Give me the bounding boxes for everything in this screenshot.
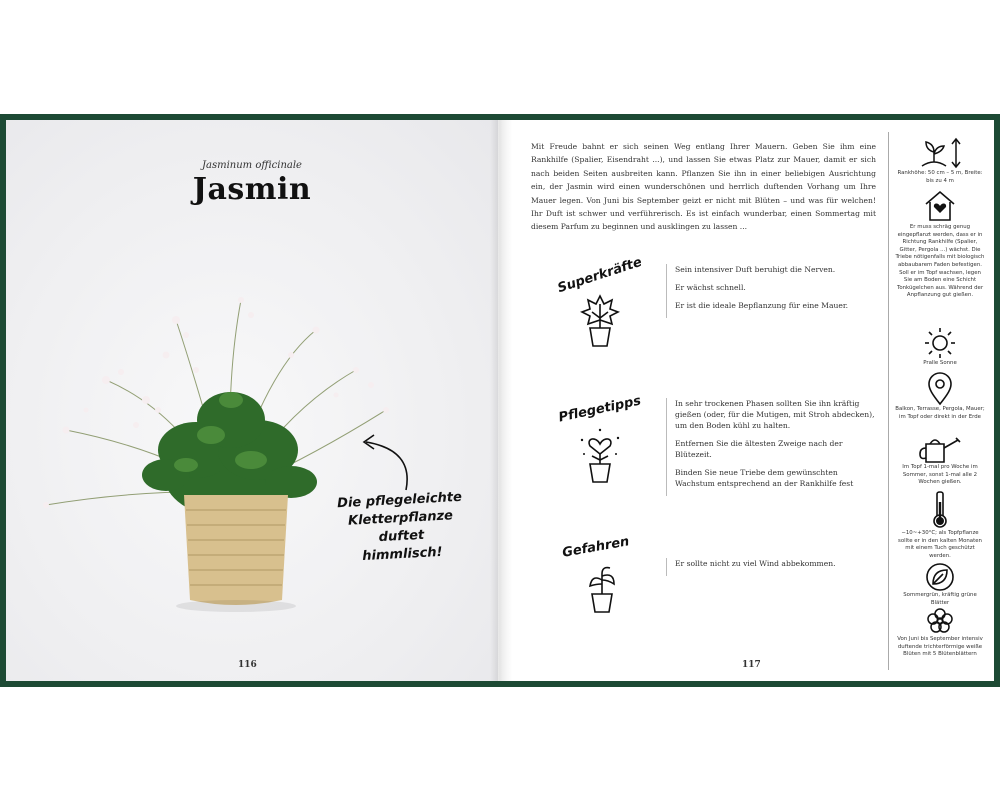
page-number-left: 116 <box>238 660 257 670</box>
left-page <box>6 120 498 681</box>
book-spread <box>0 114 1000 687</box>
watering-can-icon <box>918 434 962 464</box>
page-title: Jasmin <box>192 172 312 207</box>
section-text: Sein intensiver Duft beruhigt die Nerven. Er wächst schnell. Er ist die ideale Bepflanzung für eine Mauer. <box>666 264 876 318</box>
thermometer-icon <box>930 490 950 530</box>
plant-sun-icon <box>578 290 622 350</box>
flower-icon <box>925 606 955 636</box>
section-pflegetipps <box>548 392 878 502</box>
sidebar-item-temperature: −10~+30°C; als Topfpflanze sollte er in den kalten Monaten mit einem Tuch geschützt werden. <box>889 490 991 560</box>
location-pin-icon <box>926 372 954 406</box>
section-text: Er sollte nicht zu viel Wind abbekommen. <box>666 558 876 576</box>
right-page <box>498 120 994 681</box>
section-title: Pflegetipps <box>557 393 643 426</box>
latin-name: Jasminum officinale <box>202 160 302 171</box>
care-sidebar <box>888 132 990 670</box>
leaf-icon <box>925 562 955 592</box>
section-title: Gefahren <box>561 534 631 561</box>
sun-icon <box>923 326 957 360</box>
section-superkraefte <box>548 254 878 360</box>
sidebar-item-foliage: Sommergrün, kräftig grüne Blätter <box>889 562 991 607</box>
sidebar-item-location: Balkon, Terrasse, Pergola, Mauer; im Topf oder direkt in der Erde <box>889 372 991 421</box>
callout-arrow <box>346 420 426 500</box>
wilted-plant-icon <box>580 558 624 614</box>
section-title: Superkräfte <box>555 254 644 297</box>
sidebar-item-watering: Im Topf 1-mal pro Woche im Sommer, sonst 1-mal alle 2 Wochen gießen. <box>889 434 991 487</box>
book-gutter-shadow <box>490 120 512 681</box>
house-heart-icon <box>922 188 958 224</box>
section-gefahren <box>548 528 878 618</box>
callout-text: Die pflegeleichte Kletterpflanze duftet himmlisch! <box>336 489 463 565</box>
sidebar-item-height: Rankhöhe: 50 cm – 5 m, Breite: bis zu 4 m <box>889 136 991 185</box>
page-number-right: 117 <box>742 660 761 670</box>
section-text: In sehr trockenen Phasen sollten Sie ihn kräftig gießen (oder, für die Mutigen, mit Stroh abdecken), um den Boden kühl zu halten. Entfernen Sie die ältesten Zweige nach der Blütezeit. Binden Sie neue Triebe dem gewünschten Wachstum entsprechend an der Rankhilfe fest <box>666 398 876 496</box>
intro-paragraph: Mit Freude bahnt er sich seinen Weg entlang Ihrer Mauern. Geben Sie ihm eine Rankhilfe (Spalier, Eisendraht ...), und lassen Sie etwas Platz zur Mauer, damit er sich nach beiden Seiten ausbreiten kann. Pflanzen Sie ihn in einer beliebigen Ausrichtung ein, der Jasmin wird einen wunderschönen und herrlich duftenden Vorhang um Ihre Mauer legen. Von Juni bis September geizt er nicht mit Blüten – und was für welchen! Ihr Duft ist schwer und verführerisch. Es ist einfach wunderbar, einen Sommertag mit diesem Parfum zu beginnen und ausklingen zu lassen ... <box>531 142 876 232</box>
sprout-height-icon <box>916 136 964 170</box>
sidebar-item-flowers: Von Juni bis September intensiv duftende trichterförmige weiße Blüten mit 5 Blütenblättern <box>889 606 991 659</box>
sidebar-item-planting: Er muss schräg genug eingepflanzt werden, dass er in Richtung Rankhilfe (Spalier, Gitter, Pergola ...) wächst. Die Triebe nötigenfalls mit biologisch abbaubarem Faden befestigen. Soll er im Topf wachsen, legen Sie am Boden eine Schicht Tonkügelchen aus. Während der Anpflanzung gut gießen. <box>889 188 991 300</box>
sidebar-item-sun: Pralle Sonne <box>889 326 991 368</box>
plant-heart-icon <box>578 426 622 484</box>
